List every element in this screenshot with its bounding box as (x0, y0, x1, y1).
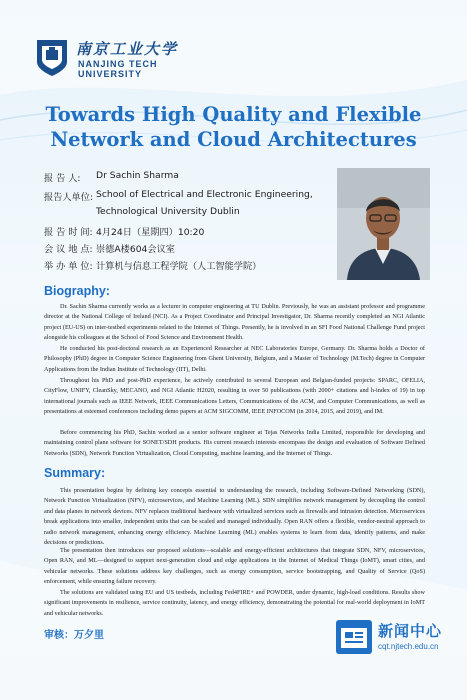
speaker-photo (337, 168, 430, 280)
university-logo (34, 38, 179, 82)
info-label: 报 告 人: (44, 173, 81, 184)
news-center-logo-icon (336, 620, 372, 654)
biography-paragraph: Dr. Sachin Sharma currently works as a lecturer in computer engineering at TU Dublin. Previously, he was an assistant professor and programme director at the National College of Ireland (NCI). As a Project Coordinator and Principal Investigator, Dr. Sharma recently completed an NGI Atlantic project (EU-US) on inter-testbed experiments related to the Internet of Things. Presently, he is involved in an SFI Food National Challenge Fund project alongside his colleagues at the School of Food Science and Environment Health. (44, 303, 425, 342)
speaker-portrait-icon (337, 168, 430, 280)
info-value: 崇德A楼604会议室 (96, 244, 175, 255)
university-seal-icon (34, 38, 70, 78)
info-label: 报告人单位: (44, 192, 94, 203)
summary-paragraph: This presentation begins by defining key concepts essential to understanding the research, including Software-Defined Networking (SDN), Network Function Virtualization (NFV), microservices, and Machine Learning (ML). SDN simplifies network management by decoupling the control and data planes in network devices. NFV replaces traditional hardware with virtualized services such as firewalls and intrusion detection. Microservices break applications into smaller, independent units that can be scaled and managed individually. Open RAN offers a flexible, vendor-neutral approach to radio network management, enhancing energy efficiency. Machine Learning (ML) enables systems to learn from data, identify patterns, and make decisions or predictions. (44, 487, 425, 547)
talk-title (20, 102, 447, 152)
reviewer-credit: 审核：万夕里 (44, 630, 104, 641)
news-center-url: cqt.njtech.edu.cn (378, 642, 439, 651)
summary-paragraph: The presentation then introduces our proposed solutions—scalable and energy-efficient architectures that integrate SDN, NFV, microservices, Open RAN, and ML—designed to support next-generation cloud and edge applications in the Internet of Medical Things (IoMT), smart cities, and vehicular networks. These solutions address key challenges, such as energy consumption, service bootstrapping, and Quality of Service (QoS) enforcement, while ensuring failure recovery. (44, 547, 425, 586)
info-value: Technological University Dublin (96, 206, 240, 217)
news-center-title: 新闻中心 (378, 622, 443, 640)
logo-english-line2: UNIVERSITY (78, 69, 143, 79)
info-label: 举 办 单 位: (44, 261, 93, 272)
biography-heading: Biography: (44, 284, 110, 298)
info-label: 会 议 地 点: (44, 244, 93, 255)
logo-chinese-name: 南京工业大学 (76, 40, 179, 58)
logo-english-line1: NANJING TECH (78, 59, 158, 69)
info-value: School of Electrical and Electronic Engineering, (96, 189, 313, 200)
talk-title-line2: Network and Cloud Architectures (50, 128, 417, 151)
biography-paragraph: Throughout his PhD and post-PhD experience, he actively contributed to several European and Belgian-funded projects: SPARC, OFELIA, CityFlow, UNIFY, CleanSky, MECANO, and NGI Atlantic H2020, resulting in over 50 publications (with 2000+ citations and h-index of 19) in top international journals such as IEEE Network, IEEE Communications Letters, Communications of the ACM, and Computer Communications, as well as presentations at esteemed conferences including demo papers at ACM SIGCOMM, IEEE INFOCOM (in 2014, 2015, and 2019), and IM. (44, 377, 425, 416)
biography-paragraph: Before commencing his PhD, Sachin worked as a senior software engineer at Tejas Networks India Limited, responsible for developing and maintaining control plane software for SONET/SDH products. His current research interests encompass the design and evaluation of Software Defined Networks (SDN), Network Function Virtualization, Cloud Computing, machine learning, and the Internet of Things. (44, 429, 425, 457)
biography-paragraph: He conducted his post-doctoral research as an Experienced Researcher at NEC Laboratories Europe, Germany. Dr. Sharma holds a Doctor of Philosophy (PhD) degree in Computer Science Engineering from Ghent University, Belgium, and a Master of Technology (M.Tech) degree in Computer Applications from the Indian Institute of Technology (IIT), Delhi. (44, 345, 425, 373)
summary-heading: Summary: (44, 466, 106, 480)
summary-paragraph: The solutions are validated using EU and US testbeds, including Fed4FIRE+ and POWDER, under dynamic, high-load conditions. Results show significant improvements in resilience, service continuity, latency, and energy efficiency, demonstrating the potential for real-world deployment in IoMT and vehicular networks. (44, 589, 425, 617)
talk-title-line1: Towards High Quality and Flexible (45, 103, 422, 126)
info-value: 计算机与信息工程学院（人工智能学院） (96, 261, 262, 272)
info-label: 报 告 时 间: (44, 227, 93, 238)
info-value: 4月24日（星期四）10:20 (96, 227, 205, 238)
news-center-badge (336, 620, 458, 656)
info-value: Dr Sachin Sharma (96, 170, 179, 181)
